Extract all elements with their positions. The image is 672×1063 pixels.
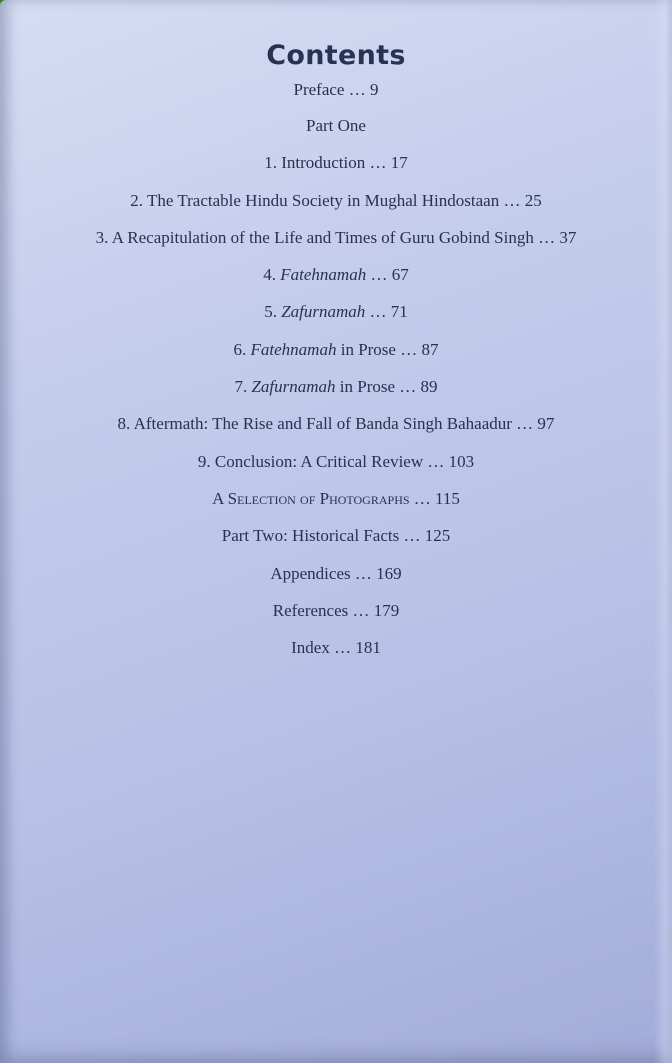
toc-entry-preface: Preface … 9 [293, 80, 379, 99]
toc-entry-aftermath: 8. Aftermath: The Rise and Fall of Banda Singh Bahaadur … 97 [117, 414, 555, 434]
toc-entry-index: Index … 181 [291, 638, 381, 658]
toc-list [0, 79, 672, 658]
toc-entry-page: in Prose … 87 [336, 339, 439, 359]
toc-entry-number: 6. [233, 339, 251, 359]
toc-entry-zafurnamah [0, 301, 672, 322]
toc-entry-page: … 71 [365, 302, 408, 322]
toc-entry-references: References … 179 [272, 600, 400, 620]
toc-entry-number: 7. [234, 377, 252, 397]
toc-entry-conclusion: 9. Conclusion: A Critical Review … 103 [197, 451, 475, 471]
toc-entry-italic-title: Zafurnamah [281, 302, 366, 322]
toc-entry-page: … 67 [366, 265, 409, 285]
toc-entry-fatehnamah [0, 264, 672, 285]
table-of-contents [0, 40, 672, 674]
toc-entry-italic-title: Fatehnamah [250, 339, 337, 359]
toc-entry-fatehnamah-prose [0, 339, 672, 360]
toc-entry-appendices: Appendices … 169 [270, 563, 402, 583]
toc-entry-number: 5. [264, 302, 282, 322]
toc-entry-italic-title: Fatehnamah [280, 265, 367, 285]
toc-entry-recapitulation: 3. A Recapitulation of the Life and Times of Guru Gobind Singh … 37 [95, 227, 577, 247]
toc-entry-introduction: 1. Introduction … 17 [264, 153, 408, 173]
toc-entry-part-two: Part Two: Historical Facts … 125 [221, 526, 451, 546]
toc-entry-page: … 115 [409, 488, 460, 508]
toc-entry-smallcaps-title: A Selection of Photographs [212, 488, 410, 508]
toc-entry-italic-title: Zafurnamah [251, 377, 336, 397]
toc-entry-tractable-hindu-society: 2. The Tractable Hindu Society in Mughal Hindostaan … 25 [130, 190, 542, 210]
toc-entry-number: 4. [263, 265, 281, 285]
toc-entry-page: in Prose … 89 [335, 377, 438, 397]
toc-entry-zafurnamah-prose [0, 376, 672, 397]
toc-entry-photographs [0, 488, 672, 509]
toc-entry-part-one: Part One [306, 116, 366, 135]
page-title: Contents [266, 40, 406, 71]
